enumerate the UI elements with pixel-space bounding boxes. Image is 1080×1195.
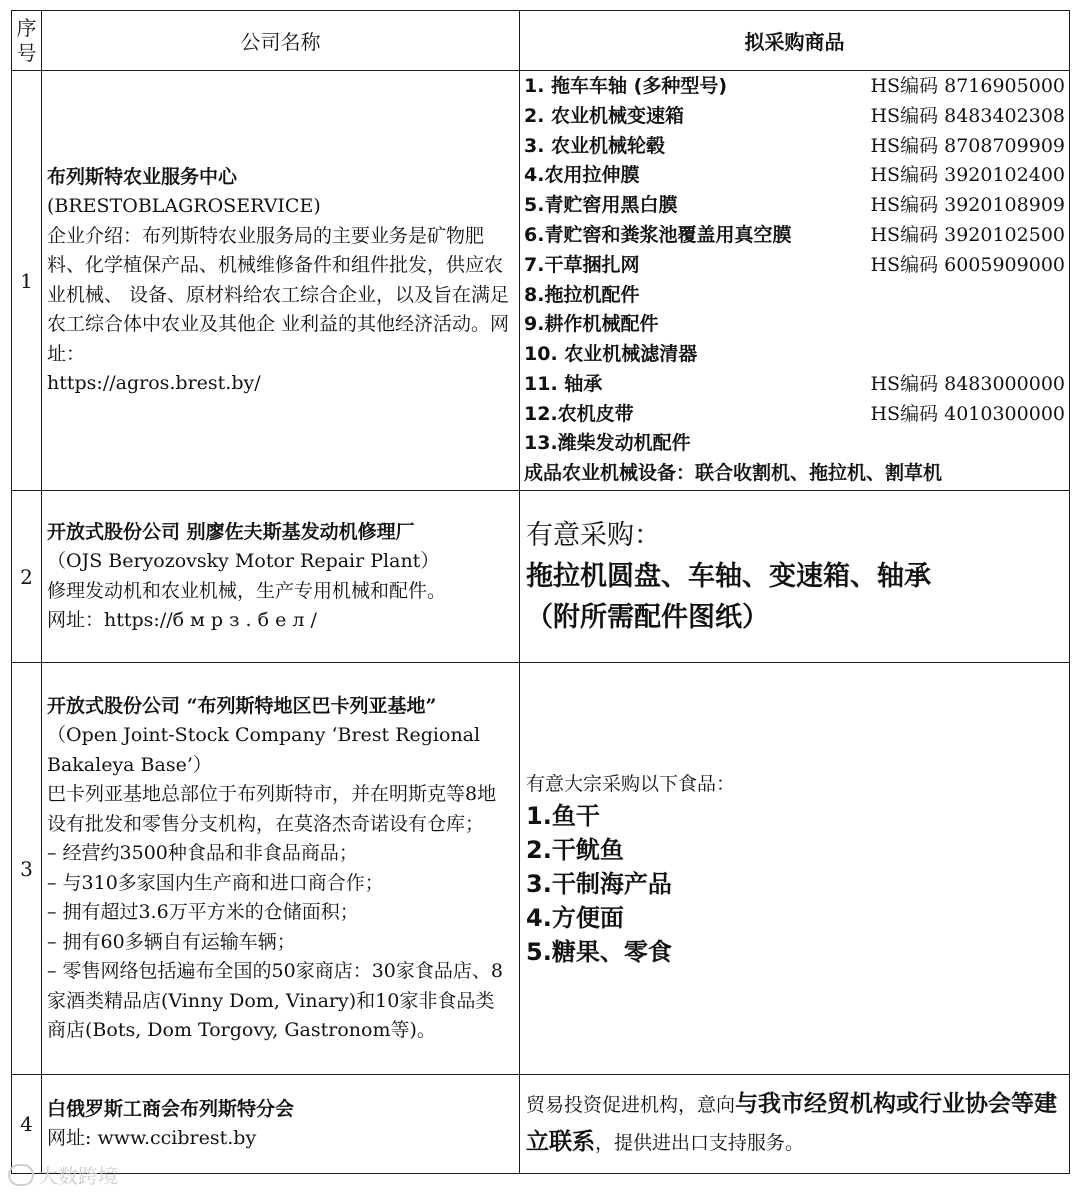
service-description: 贸易投资促进机构，意向与我市经贸机构或行业协会等建立联系，提供进出口支持服务。 — [526, 1091, 1058, 1155]
company-name-cn: 开放式股份公司 别廖佐夫斯基发动机修理厂 — [47, 520, 415, 543]
watermark-text: 大数跨境 — [38, 1164, 118, 1188]
table-row — [12, 1075, 1070, 1174]
goods-item: 1. 拖车车轴 (多种型号) HS编码 8716905000 — [524, 74, 1065, 97]
food-item: 2.干鱿鱼 — [526, 835, 624, 864]
list-item: – 拥有超过3.6万平方米的仓储面积； — [47, 901, 359, 923]
list-item: – 经营约3500种食品和非食品商品； — [47, 842, 358, 864]
table-row — [12, 663, 1070, 1075]
company-cell — [42, 491, 520, 663]
goods-item: 10. 农业机械滤清器 — [524, 343, 698, 366]
food-item: 4.方便面 — [526, 903, 624, 932]
table-row — [12, 71, 1070, 491]
goods-item: 5.青贮窖用黑白膜 HS编码 3920108909 — [524, 194, 1065, 217]
goods-cell — [520, 663, 1070, 1075]
table-row — [12, 491, 1070, 663]
company-name-cn: 布列斯特农业服务中心 — [47, 165, 238, 188]
goods-item: 成品农业机械设备：联合收割机、拖拉机、割草机 — [524, 462, 943, 485]
list-item: – 拥有60多辆自有运输车辆； — [47, 930, 296, 953]
company-url: 网址：https://б м р з . б е л / — [47, 609, 317, 631]
company-desc: 巴卡列亚基地总部位于布列斯特市，并在明斯克等8地设有批发和零售分支机构，在莫洛杰奇诺设有仓库； — [47, 783, 497, 835]
row-seq: 3 — [12, 663, 42, 1075]
row-seq: 4 — [12, 1075, 42, 1174]
goods-item: 13.潍柴发动机配件 — [524, 432, 691, 455]
company-cell — [42, 1075, 520, 1174]
goods-cell — [520, 491, 1070, 663]
procurement-table — [11, 10, 1070, 1174]
food-item: 3.干制海产品 — [526, 869, 672, 898]
list-item: – 与310多家国内生产商和进口商合作； — [47, 871, 384, 894]
list-item: – 零售网络包括遍布全国的50家商店：30家食品店、8家酒类精品店(Vinny Dom, Vinary)和10家非食品类商店(Bots, Dom Torgovy, Gastronom等)。 — [47, 960, 503, 1041]
goods-item: 2. 农业机械变速箱 HS编码 8483402308 — [524, 104, 1065, 127]
header-company: 公司名称 — [42, 11, 520, 71]
goods-cell — [520, 1075, 1070, 1174]
goods-item: 11. 轴承 HS编码 8483000000 — [524, 372, 1065, 395]
company-name-en: （Open Joint-Stock Company ‘Brest Regional Bakaleya Base’） — [47, 724, 481, 776]
row-seq: 1 — [12, 71, 42, 491]
food-item: 1.鱼干 — [526, 801, 600, 830]
goods-item: 4.农用拉伸膜 HS编码 3920102400 — [524, 164, 1065, 187]
goods-item: 8.拖拉机配件 — [524, 283, 640, 306]
header-seq: 序号 — [12, 11, 42, 71]
watermark — [8, 1160, 118, 1189]
company-name-cn: 白俄罗斯工商会布列斯特分会 — [47, 1097, 295, 1120]
chat-bubble-icon — [8, 1164, 34, 1186]
row-seq: 2 — [12, 491, 42, 663]
goods-note: （附所需配件图纸） — [526, 602, 769, 633]
goods-item: 7.干草捆扎网 HS编码 6005909000 — [524, 253, 1065, 276]
company-url: https://agros.brest.by/ — [47, 372, 261, 394]
company-name-en: (BRESTOBLAGROSERVICE) — [47, 195, 321, 217]
goods-item: 3. 农业机械轮毂 HS编码 8708709909 — [524, 134, 1065, 157]
header-goods: 拟采购商品 — [520, 11, 1070, 71]
company-url: 网址: www.ccibrest.by — [47, 1127, 257, 1149]
company-cell — [42, 71, 520, 491]
intent-label: 有意采购： — [526, 520, 661, 551]
company-desc: 修理发动机和农业机械，生产专用机械和配件。 — [47, 579, 447, 602]
company-name-cn: 开放式股份公司 “布列斯特地区巴卡列亚基地” — [47, 694, 437, 717]
food-item: 5.糖果、零食 — [526, 937, 672, 966]
goods-item: 12.农机皮带 HS编码 4010300000 — [524, 402, 1065, 425]
goods-item: 6.青贮窖和粪浆池覆盖用真空膜 HS编码 3920102500 — [524, 223, 1065, 246]
goods-line: 拖拉机圆盘、车轴、变速箱、轴承 — [526, 561, 931, 592]
company-name-en: （OJS Beryozovsky Motor Repair Plant） — [47, 550, 440, 572]
goods-item: 9.耕作机械配件 — [524, 313, 659, 336]
goods-cell — [520, 71, 1070, 491]
company-desc: 企业介绍：布列斯特农业服务局的主要业务是矿物肥料、化学植保产品、机械维修备件和组件批发，供应农业机械、 设备、原材料给农工综合企业，以及旨在满足农工综合体中农业及其他企 业利益的其他经济活动。网址： — [47, 224, 510, 365]
food-intro: 有意大宗采购以下食品： — [526, 772, 736, 795]
header-row — [12, 11, 1070, 71]
company-cell — [42, 663, 520, 1075]
